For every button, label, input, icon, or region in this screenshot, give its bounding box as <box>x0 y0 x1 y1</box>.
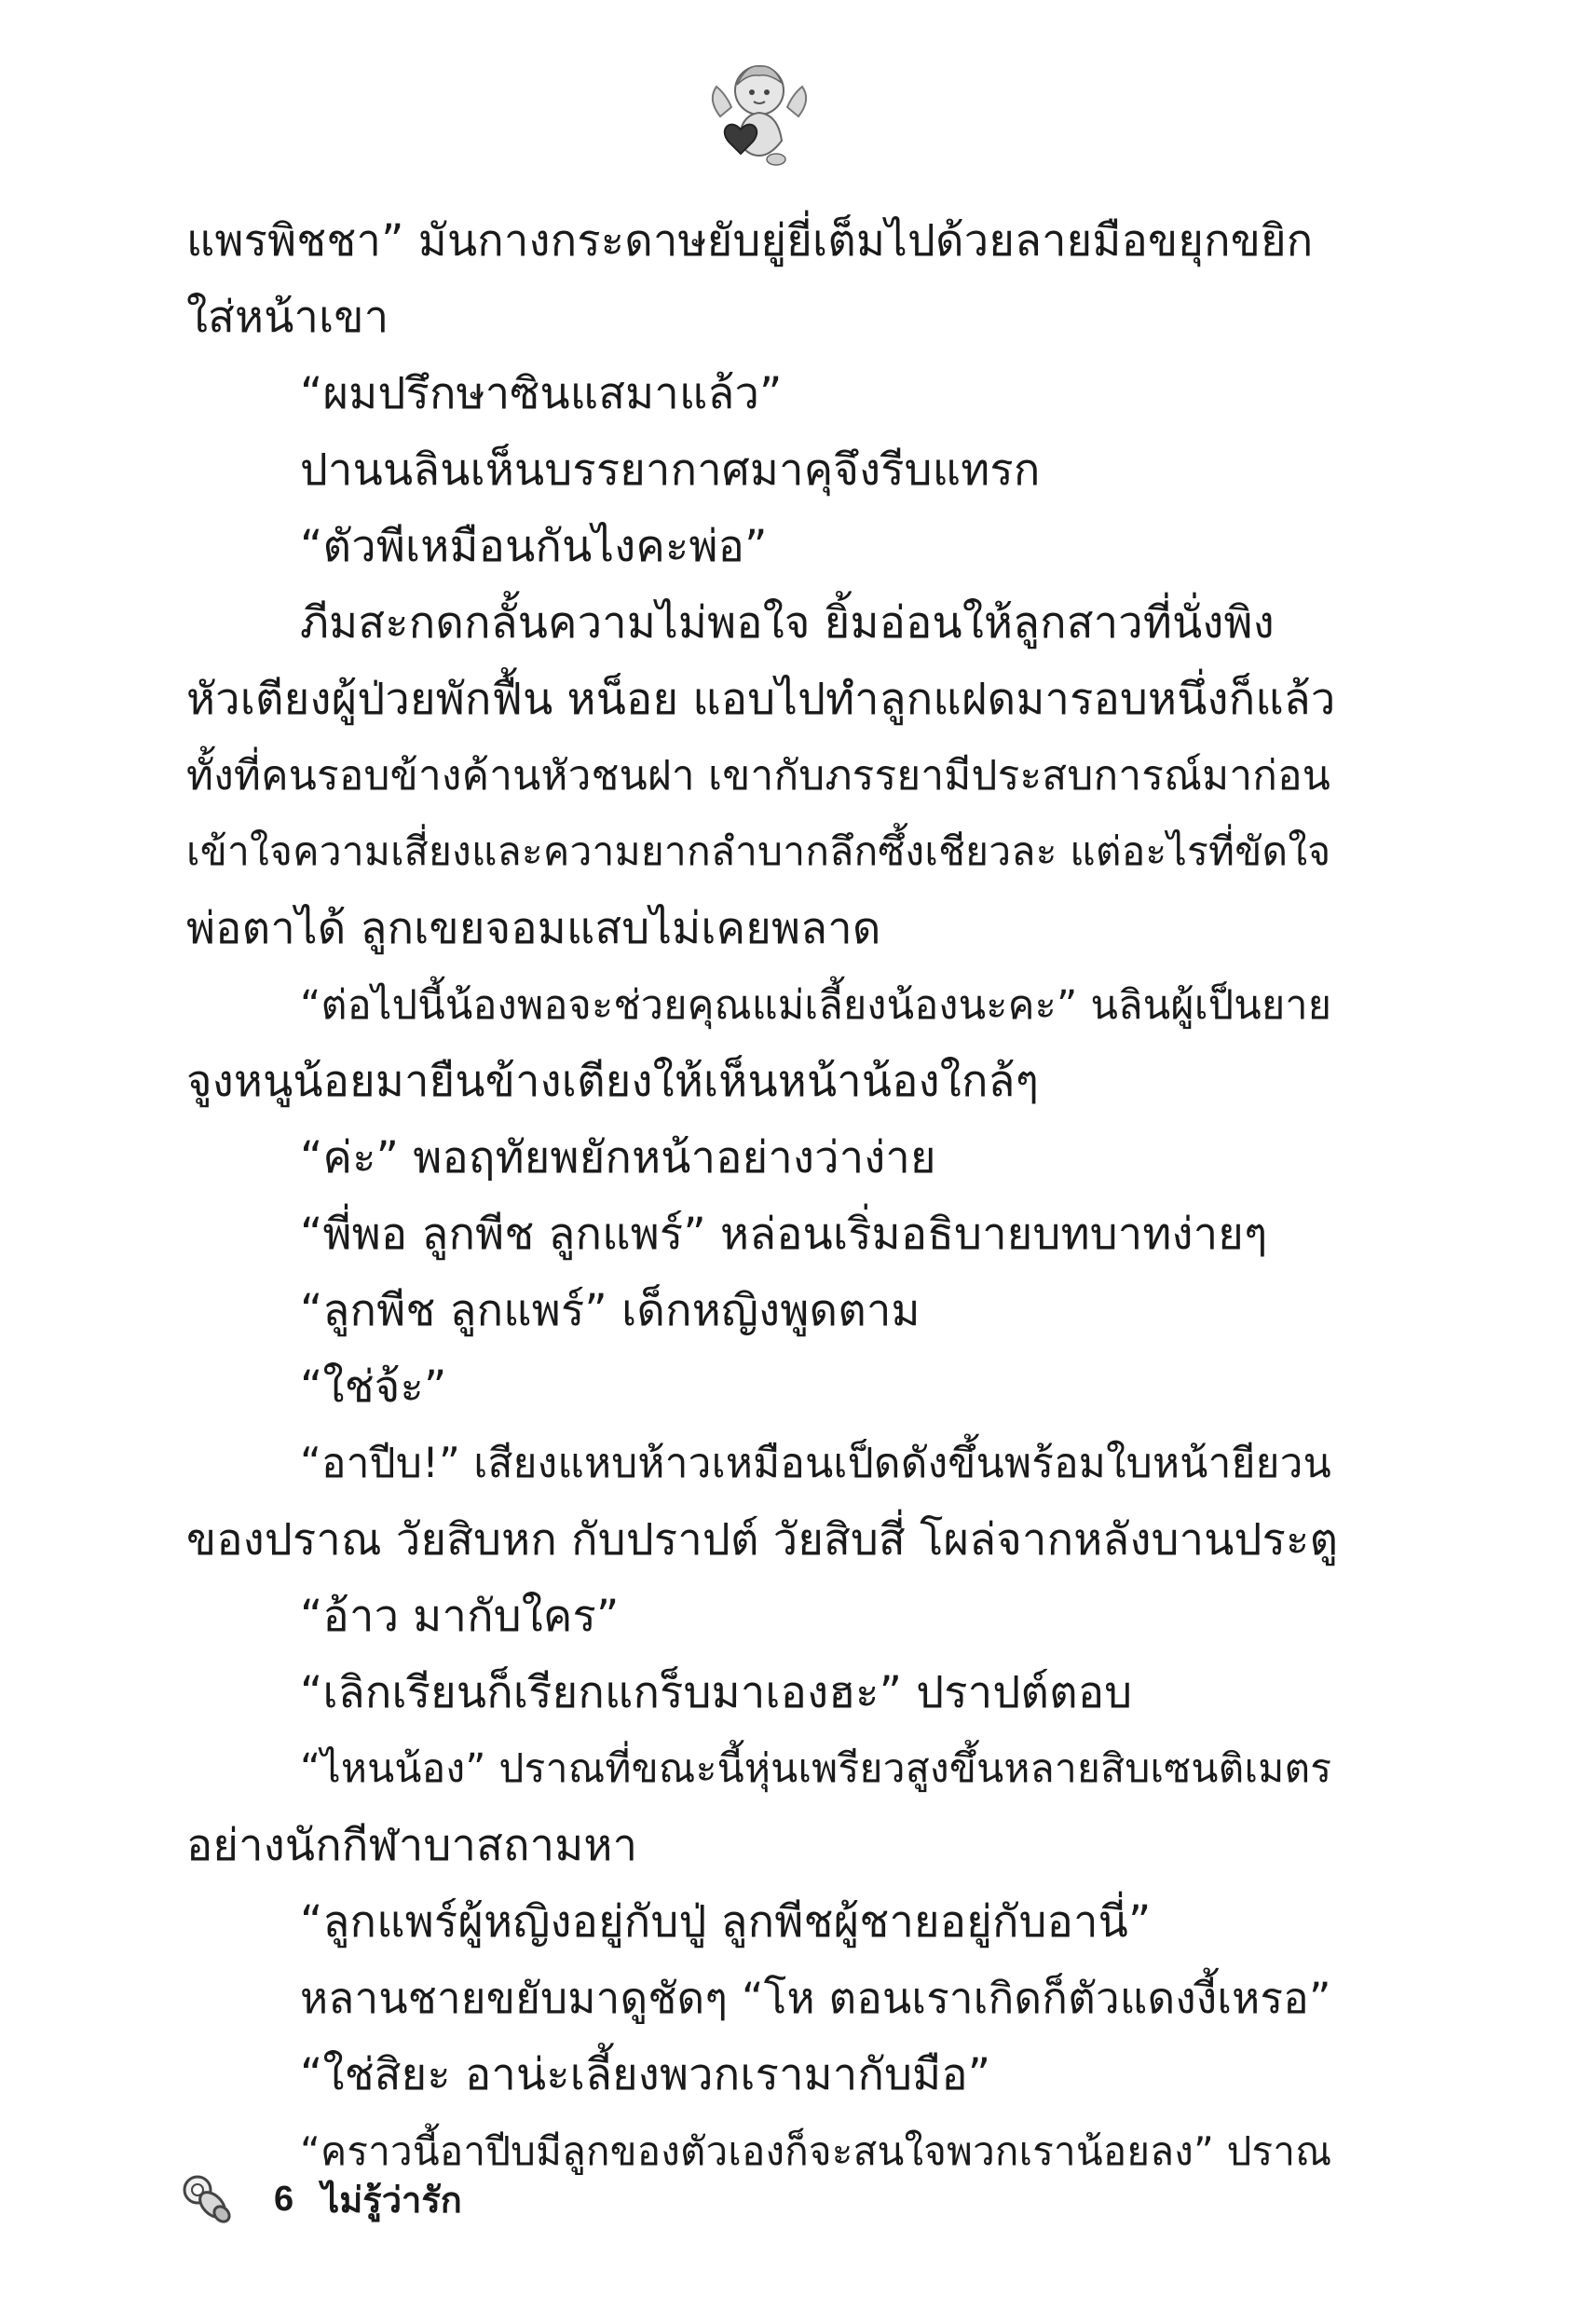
page-number: 6 <box>274 2179 294 2219</box>
text-line: “เลิกเรียนก็เรียกแกร็บมาเองฮะ” ปราปต์ตอบ <box>300 1667 1133 1718</box>
text-line: “ผมปรึกษาซินแสมาแล้ว” <box>300 368 783 419</box>
text-line: “พี่พอ ลูกพีช ลูกแพร์” หล่อนเริ่มอธิบายบทบาทง่ายๆ <box>300 1209 1268 1260</box>
text-line: “ตัวพีเหมือนกันไงคะพ่อ” <box>300 521 768 572</box>
text-line: อย่างนักกีฬาบาสถามหา <box>186 1820 638 1871</box>
text-line: ทั้งที่คนรอบข้างค้านหัวชนฝา เขากับภรรยามีประสบการณ์มาก่อน <box>186 752 1331 800</box>
text-line: หัวเตียงผู้ป่วยพักฟื้น หน็อย แอบไปทำลูกแฝดมารอบหนึ่งก็แล้ว <box>186 674 1336 725</box>
text-line: “ค่ะ” พอฤทัยพยักหน้าอย่างว่าง่าย <box>300 1132 936 1183</box>
text-line: ของปราณ วัยสิบหก กับปราปต์ วัยสิบสี่ โผล่จากหลังบานประตู <box>186 1514 1339 1566</box>
text-line: ปานนลินเห็นบรรยากาศมาคุจึงรีบแทรก <box>300 444 1041 496</box>
text-line: พ่อตาได้ ลูกเขยจอมแสบไม่เคยพลาด <box>186 903 881 954</box>
text-line: “คราวนี้อาปีบมีลูกของตัวเองก็จะสนใจพวกเราน้อยลง” ปราณ <box>300 2128 1332 2174</box>
text-line: เข้าใจความเสี่ยงและความยากลำบากลึกซึ้งเชียวละ แต่อะไรที่ขัดใจ <box>186 829 1331 875</box>
text-line: หลานชายขยับมาดูชัดๆ “โห ตอนเราเกิดก็ตัวแดงงี้เหรอ” <box>300 1974 1331 2023</box>
text-line: ภีมสะกดกลั้นความไม่พอใจ ยิ้มอ่อนให้ลูกสาวที่นั่งพิง <box>300 597 1275 649</box>
text-line: “ใช่สิยะ อาน่ะเลี้ยงพวกเรามากับมือ” <box>300 2049 991 2100</box>
text-line: “ต่อไปนี้น้องพอจะช่วยคุณแม่เลี้ยงน้องนะคะ” นลินผู้เป็นยาย <box>300 982 1332 1029</box>
text-line: “อ้าว มากับใคร” <box>300 1591 620 1642</box>
text-line: ใส่หน้าเขา <box>186 292 389 343</box>
page-body-text <box>186 203 1342 2190</box>
text-line: จูงหนูน้อยมายืนข้างเตียงให้เห็นหน้าน้องใกล้ๆ <box>186 1056 1040 1107</box>
page-footer <box>177 2162 462 2236</box>
text-line: “ลูกพีช ลูกแพร์” เด็กหญิงพูดตาม <box>300 1285 921 1336</box>
baby-pacifier-icon <box>177 2169 237 2229</box>
text-line: “ไหนน้อง” ปราณที่ขณะนี้หุ่นเพรียวสูงขึ้นหลายสิบเซนติเมตร <box>300 1746 1332 1792</box>
text-line: “ใช่จ้ะ” <box>300 1361 447 1413</box>
cherub-holding-heart-icon <box>703 51 815 172</box>
text-line: “อาปีบ!” เสียงแหบห้าวเหมือนเป็ดดังขึ้นพร้อมใบหน้ายียวน <box>300 1440 1331 1487</box>
text-line: “ลูกแพร์ผู้หญิงอยู่กับปู่ ลูกพีชผู้ชายอยู่กับอานี่” <box>300 1896 1152 1948</box>
text-line: แพรพิชชา” มันกางกระดาษยับยู่ยี่เต็มไปด้วยลายมือขยุกขยิก <box>186 215 1314 267</box>
book-title: ไม่รู้ว่ารัก <box>321 2179 462 2221</box>
